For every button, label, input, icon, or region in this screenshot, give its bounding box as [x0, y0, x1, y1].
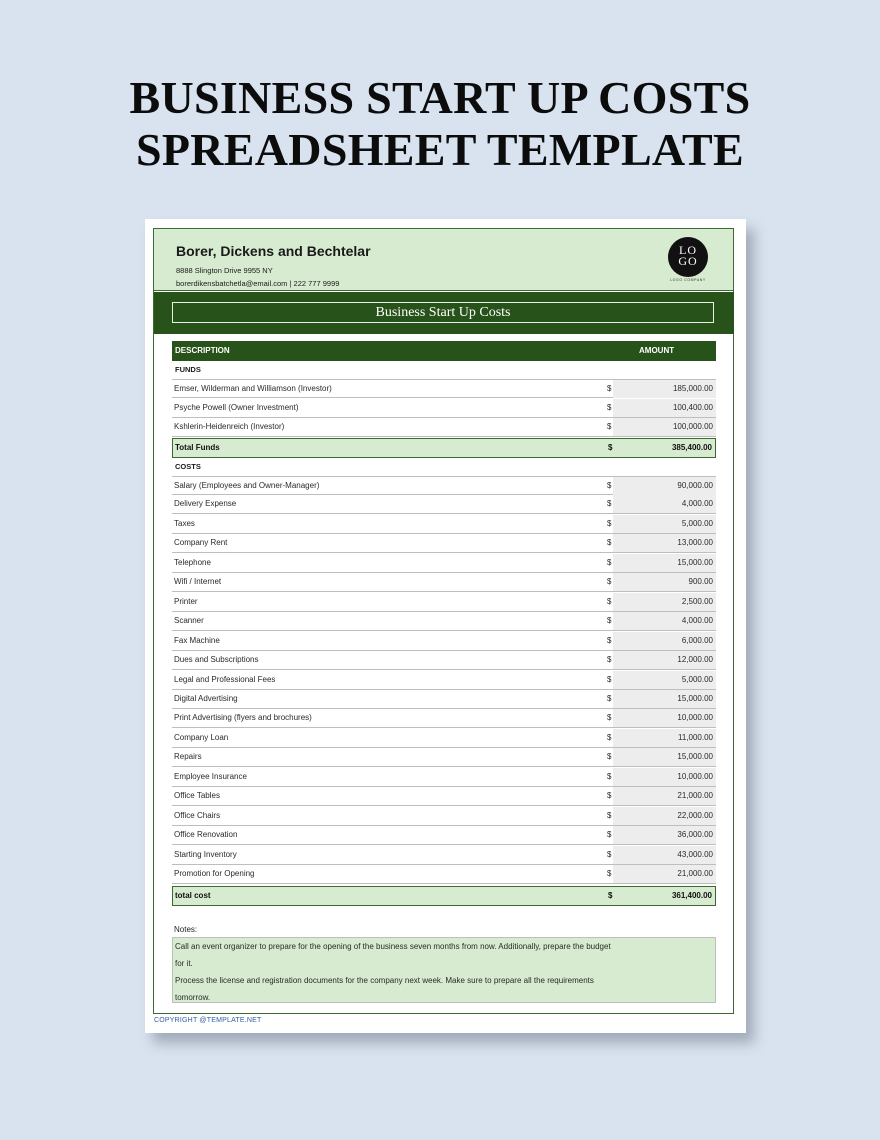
row-amount: 43,000.00 — [613, 846, 716, 864]
notes-line: Process the license and registration documents for the company next week. Make sure to prepare all the requirements — [175, 976, 594, 985]
table-row — [172, 573, 716, 592]
notes-line: Call an event organizer to prepare for the opening of the business seven months from now. Additionally, prepare the budget — [175, 942, 611, 951]
row-currency: $ — [607, 635, 612, 645]
notes-box — [172, 937, 716, 1003]
row-currency: $ — [607, 518, 612, 528]
table-row — [172, 787, 716, 806]
row-description: Psyche Powell (Owner Investment) — [174, 402, 299, 412]
funds-section-label: FUNDS — [175, 365, 201, 374]
logo-caption: LOGO COMPANY — [670, 278, 706, 282]
row-description: Digital Advertising — [174, 693, 238, 703]
table-row — [172, 534, 716, 553]
total-funds-row — [172, 438, 716, 458]
row-currency: $ — [607, 538, 612, 548]
row-amount: 6,000.00 — [613, 632, 716, 650]
table-row — [172, 690, 716, 709]
row-currency: $ — [607, 384, 612, 393]
row-description: Employee Insurance — [174, 771, 247, 781]
spreadsheet-preview — [145, 219, 746, 1033]
costs-section-label: COSTS — [175, 462, 201, 471]
row-amount: 185,000.00 — [613, 380, 716, 398]
row-description: Office Tables — [174, 791, 220, 801]
row-description: Wifi / Internet — [174, 577, 222, 587]
row-description: Company Rent — [174, 538, 228, 548]
table-row — [172, 729, 716, 748]
table-row — [172, 554, 716, 573]
table-row — [172, 632, 716, 651]
logo-line-2: GO — [678, 254, 698, 268]
copyright: COPYRIGHT @TEMPLATE.NET — [154, 1017, 262, 1024]
row-currency: $ — [607, 596, 612, 606]
row-description: Company Loan — [174, 732, 229, 742]
company-name: Borer, Dickens and Bechtelar — [176, 243, 371, 259]
row-amount: 22,000.00 — [613, 807, 716, 825]
row-description: Repairs — [174, 752, 202, 762]
table-row — [172, 709, 716, 728]
sheet-title: Business Start Up Costs — [172, 302, 714, 323]
row-description: Fax Machine — [174, 635, 220, 645]
company-contact: borerdikensbatchetla@email.com | 222 777 9999 — [176, 279, 340, 288]
headline-line-2: SPREADSHEET TEMPLATE — [136, 124, 744, 175]
row-currency: $ — [607, 849, 612, 859]
table-row — [172, 399, 716, 418]
row-amount: 10,000.00 — [613, 768, 716, 786]
row-amount: 90,000.00 — [613, 477, 716, 495]
row-description: Print Advertising (flyers and brochures) — [174, 713, 312, 723]
notes-line: for it. — [175, 959, 193, 968]
row-amount: 11,000.00 — [613, 729, 716, 747]
notes-label: Notes: — [174, 925, 198, 934]
row-amount: 900.00 — [613, 573, 716, 591]
row-description: Office Renovation — [174, 830, 238, 840]
row-currency: $ — [607, 655, 612, 665]
row-description: Legal and Professional Fees — [174, 674, 276, 684]
row-currency: $ — [607, 577, 612, 587]
row-amount: 10,000.00 — [613, 709, 716, 727]
row-amount: 4,000.00 — [613, 612, 716, 630]
company-logo — [668, 237, 708, 277]
logo-line-1: LO — [679, 243, 697, 257]
row-amount: 21,000.00 — [613, 865, 716, 883]
table-row — [172, 651, 716, 670]
title-band — [154, 292, 734, 334]
table-row — [172, 612, 716, 631]
row-description: Starting Inventory — [174, 849, 237, 859]
table-row — [172, 418, 716, 437]
total-funds-label: Total Funds — [175, 443, 220, 452]
row-amount: 15,000.00 — [613, 748, 716, 766]
row-currency: $ — [607, 830, 612, 840]
row-currency: $ — [607, 422, 612, 431]
headline-line-1: BUSINESS START UP COSTS — [129, 72, 751, 123]
row-currency: $ — [607, 732, 612, 742]
row-description: Emser, Wilderman and Williamson (Investor) — [174, 384, 332, 393]
total-cost-currency: $ — [608, 891, 613, 900]
row-amount: 5,000.00 — [613, 671, 716, 689]
row-currency: $ — [607, 402, 612, 412]
total-cost-amount: 361,400.00 — [671, 891, 712, 900]
table-row — [172, 748, 716, 767]
row-description: Delivery Expense — [174, 499, 237, 509]
row-currency: $ — [607, 869, 612, 878]
row-amount: 13,000.00 — [613, 534, 716, 552]
row-currency: $ — [607, 693, 612, 703]
row-currency: $ — [607, 791, 612, 801]
row-description: Scanner — [174, 616, 204, 626]
row-amount: 100,400.00 — [613, 399, 716, 417]
table-row — [172, 671, 716, 690]
total-cost-label: total cost — [175, 891, 211, 900]
total-funds-amount: 385,400.00 — [671, 443, 712, 452]
row-amount: 2,500.00 — [613, 593, 716, 611]
table-row — [172, 476, 716, 495]
total-cost-row — [172, 886, 716, 906]
table-row — [172, 495, 716, 514]
row-description: Salary (Employees and Owner-Manager) — [174, 481, 320, 490]
notes-line: tomorrow. — [175, 993, 211, 1002]
row-description: Telephone — [174, 557, 211, 567]
row-amount: 4,000.00 — [613, 495, 716, 513]
table-row — [172, 768, 716, 787]
row-amount: 15,000.00 — [613, 554, 716, 572]
company-header — [153, 228, 734, 291]
row-description: Promotion for Opening — [174, 869, 255, 878]
row-description: Office Chairs — [174, 810, 221, 820]
row-amount: 36,000.00 — [613, 826, 716, 844]
total-funds-currency: $ — [608, 443, 613, 452]
row-currency: $ — [607, 810, 612, 820]
table-row — [172, 865, 716, 884]
row-amount: 21,000.00 — [613, 787, 716, 805]
row-amount: 5,000.00 — [613, 515, 716, 533]
table-row — [172, 515, 716, 534]
row-amount: 15,000.00 — [613, 690, 716, 708]
row-description: Kshlerin-Heidenreich (Investor) — [174, 422, 285, 431]
row-currency: $ — [607, 616, 612, 626]
row-description: Taxes — [174, 518, 195, 528]
table-header — [172, 341, 716, 361]
row-description: Printer — [174, 596, 198, 606]
row-currency: $ — [607, 752, 612, 762]
page-headline — [0, 72, 880, 176]
company-address: 8888 Slington Drive 9955 NY — [176, 266, 273, 275]
row-description: Dues and Subscriptions — [174, 655, 259, 665]
row-currency: $ — [607, 481, 612, 490]
table-row — [172, 807, 716, 826]
table-row — [172, 593, 716, 612]
row-currency: $ — [607, 713, 612, 723]
table-row — [172, 826, 716, 845]
row-currency: $ — [607, 499, 612, 509]
row-currency: $ — [607, 557, 612, 567]
header-amount: AMOUNT — [639, 346, 675, 355]
table-row — [172, 846, 716, 865]
row-amount: 100,000.00 — [613, 418, 716, 436]
row-currency: $ — [607, 674, 612, 684]
row-currency: $ — [607, 771, 612, 781]
row-amount: 12,000.00 — [613, 651, 716, 669]
table-row — [172, 379, 716, 398]
header-description: DESCRIPTION — [175, 346, 230, 355]
